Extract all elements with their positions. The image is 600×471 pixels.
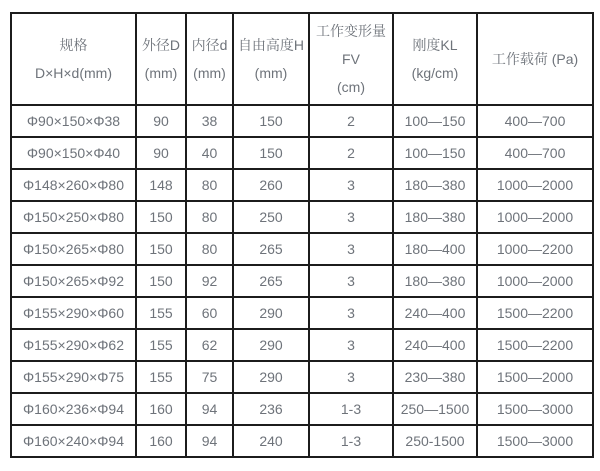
header-line: 刚度KL: [412, 37, 458, 53]
working-load-cell: 1000—2000: [477, 201, 593, 233]
header-line: (mm): [193, 65, 226, 81]
working-load-cell: 1500—3000: [477, 393, 593, 425]
deformation-cell: 3: [309, 201, 393, 233]
free-height-cell: 290: [233, 329, 309, 361]
inner-diameter-cell: 62: [186, 329, 233, 361]
table-row: [11, 201, 593, 233]
free-height-cell: 240: [233, 425, 309, 457]
stiffness-cell: 230—380: [393, 361, 477, 393]
free-height-cell: 260: [233, 169, 309, 201]
deformation-cell: 3: [309, 233, 393, 265]
spec-cell: Φ155×290×Φ60: [11, 297, 136, 329]
free-height-cell: 236: [233, 393, 309, 425]
inner-diameter-cell: 75: [186, 361, 233, 393]
table-body: [11, 105, 593, 457]
spec-cell: Φ160×240×Φ94: [11, 425, 136, 457]
table-row: [11, 297, 593, 329]
header-line: (cm): [337, 79, 365, 95]
outer-diameter-cell: 150: [136, 265, 186, 297]
header-line: (mm): [144, 65, 178, 81]
table-row: [11, 265, 593, 297]
outer-diameter-cell: 150: [136, 233, 186, 265]
spec-cell: Φ155×290×Φ75: [11, 361, 136, 393]
table-row: [11, 105, 593, 137]
spec-cell: Φ90×150×Φ40: [11, 137, 136, 169]
stiffness-cell: 240—400: [393, 329, 477, 361]
header-line: 外径D: [141, 37, 181, 53]
stiffness-cell: 180—380: [393, 201, 477, 233]
header-working-load: [477, 13, 593, 105]
header-working-deformation: [309, 13, 393, 105]
header-row: [11, 13, 593, 105]
working-load-cell: 1000—2200: [477, 233, 593, 265]
inner-diameter-cell: 40: [186, 137, 233, 169]
free-height-cell: 290: [233, 297, 309, 329]
deformation-cell: 3: [309, 297, 393, 329]
working-load-cell: 400—700: [477, 105, 593, 137]
stiffness-cell: 240—400: [393, 297, 477, 329]
inner-diameter-cell: 94: [186, 425, 233, 457]
free-height-cell: 150: [233, 105, 309, 137]
stiffness-cell: 180—380: [393, 265, 477, 297]
outer-diameter-cell: 155: [136, 329, 186, 361]
stiffness-cell: 250-1500: [393, 425, 477, 457]
working-load-cell: 1500—3000: [477, 425, 593, 457]
inner-diameter-cell: 92: [186, 265, 233, 297]
stiffness-cell: 100—150: [393, 105, 477, 137]
free-height-cell: 290: [233, 361, 309, 393]
inner-diameter-cell: 80: [186, 233, 233, 265]
working-load-cell: 1500—2200: [477, 329, 593, 361]
spec-cell: Φ148×260×Φ80: [11, 169, 136, 201]
table-header: [11, 13, 593, 105]
table-row: [11, 233, 593, 265]
header-line: 工作载荷 (Pa): [491, 51, 579, 67]
outer-diameter-cell: 150: [136, 201, 186, 233]
table-row: [11, 137, 593, 169]
inner-diameter-cell: 80: [186, 201, 233, 233]
table-row: [11, 425, 593, 457]
outer-diameter-cell: 160: [136, 393, 186, 425]
spec-cell: Φ150×250×Φ80: [11, 201, 136, 233]
header-spec: [11, 13, 136, 105]
free-height-cell: 265: [233, 265, 309, 297]
working-load-cell: 1500—2200: [477, 297, 593, 329]
outer-diameter-cell: 90: [136, 137, 186, 169]
spec-cell: Φ150×265×Φ92: [11, 265, 136, 297]
inner-diameter-cell: 80: [186, 169, 233, 201]
header-line: FV: [342, 51, 360, 67]
spec-cell: Φ150×265×Φ80: [11, 233, 136, 265]
header-line: 工作变形量: [316, 23, 386, 39]
deformation-cell: 1-3: [309, 393, 393, 425]
header-free-height: [233, 13, 309, 105]
header-inner-diameter: [186, 13, 233, 105]
spec-cell: Φ90×150×Φ38: [11, 105, 136, 137]
table-row: [11, 361, 593, 393]
deformation-cell: 3: [309, 329, 393, 361]
stiffness-cell: 250—1500: [393, 393, 477, 425]
spec-cell: Φ155×290×Φ62: [11, 329, 136, 361]
inner-diameter-cell: 60: [186, 297, 233, 329]
outer-diameter-cell: 90: [136, 105, 186, 137]
header-line: 自由高度H: [237, 37, 305, 53]
outer-diameter-cell: 155: [136, 361, 186, 393]
stiffness-cell: 100—150: [393, 137, 477, 169]
outer-diameter-cell: 155: [136, 297, 186, 329]
table-row: [11, 329, 593, 361]
header-line: (kg/cm): [411, 65, 459, 81]
stiffness-cell: 180—400: [393, 233, 477, 265]
header-outer-diameter: [136, 13, 186, 105]
deformation-cell: 2: [309, 137, 393, 169]
deformation-cell: 3: [309, 169, 393, 201]
stiffness-cell: 180—380: [393, 169, 477, 201]
working-load-cell: 1500—2000: [477, 361, 593, 393]
deformation-cell: 1-3: [309, 425, 393, 457]
deformation-cell: 2: [309, 105, 393, 137]
free-height-cell: 150: [233, 137, 309, 169]
working-load-cell: 400—700: [477, 137, 593, 169]
table-row: [11, 393, 593, 425]
working-load-cell: 1000—2000: [477, 265, 593, 297]
deformation-cell: 3: [309, 361, 393, 393]
header-line: (mm): [254, 65, 288, 81]
outer-diameter-cell: 148: [136, 169, 186, 201]
header-stiffness: [393, 13, 477, 105]
deformation-cell: 3: [309, 265, 393, 297]
working-load-cell: 1000—2000: [477, 169, 593, 201]
spec-cell: Φ160×236×Φ94: [11, 393, 136, 425]
inner-diameter-cell: 94: [186, 393, 233, 425]
spring-spec-table: [10, 12, 594, 458]
inner-diameter-cell: 38: [186, 105, 233, 137]
free-height-cell: 250: [233, 201, 309, 233]
free-height-cell: 265: [233, 233, 309, 265]
header-line: 内径d: [191, 37, 228, 53]
outer-diameter-cell: 160: [136, 425, 186, 457]
header-line: 规格: [59, 37, 88, 53]
table-row: [11, 169, 593, 201]
header-line: D×H×d(mm): [34, 65, 112, 81]
